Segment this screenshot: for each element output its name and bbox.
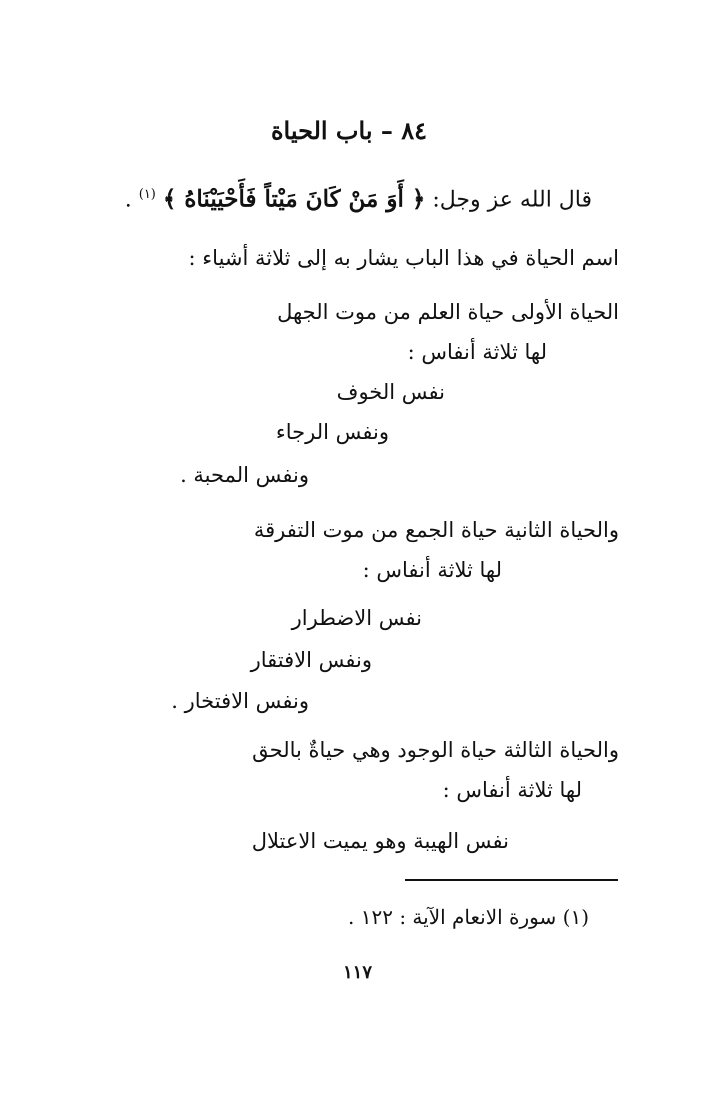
section-2-item-2: ونفس الافتقار [250, 648, 372, 672]
section-1-subtitle: لها ثلاثة أنفاس : [407, 340, 547, 364]
section-1-item-1: نفس الخوف [336, 380, 445, 404]
quran-verse: ﴿ أَوَ مَنْ كَانَ مَيْتاً فَأَحْيَيْنَاهُ ﴾ [162, 185, 426, 213]
footnote-reference: (١) [138, 187, 156, 202]
footnote-divider [405, 879, 618, 881]
section-1-item-2: ونفس الرجاء [275, 420, 389, 444]
section-3-subtitle: لها ثلاثة أنفاس : [442, 778, 582, 802]
chapter-title: – باب الحياة [270, 116, 393, 145]
statement-line: اسم الحياة في هذا الباب يشار به إلى ثلاثة أشياء : [188, 246, 619, 270]
intro-line [125, 180, 592, 215]
section-3-title: والحياة الثالثة حياة الوجود وهي حياةٌ بالحق [252, 738, 619, 762]
footnote-text: (١) سورة الانعام الآية : ١٢٢ . [348, 905, 589, 929]
section-2-item-3: ونفس الافتخار . [171, 689, 309, 713]
section-2-item-1: نفس الاضطرار [291, 606, 422, 630]
section-1-title: الحياة الأولى حياة العلم من موت الجهل [277, 300, 619, 324]
chapter-heading [271, 116, 427, 146]
intro-lead: قال الله عز وجل: [432, 187, 592, 213]
chapter-number: ٨٤ [401, 116, 427, 145]
section-2-subtitle: لها ثلاثة أنفاس : [362, 558, 502, 582]
intro-end: . [124, 187, 132, 213]
page-number: ١١٧ [342, 962, 372, 983]
section-2-title: والحياة الثانية حياة الجمع من موت التفرقة [253, 518, 619, 542]
section-3-item-1: نفس الهيبة وهو يميت الاعتلال [251, 829, 509, 853]
section-1-item-3: ونفس المحبة . [180, 463, 309, 487]
